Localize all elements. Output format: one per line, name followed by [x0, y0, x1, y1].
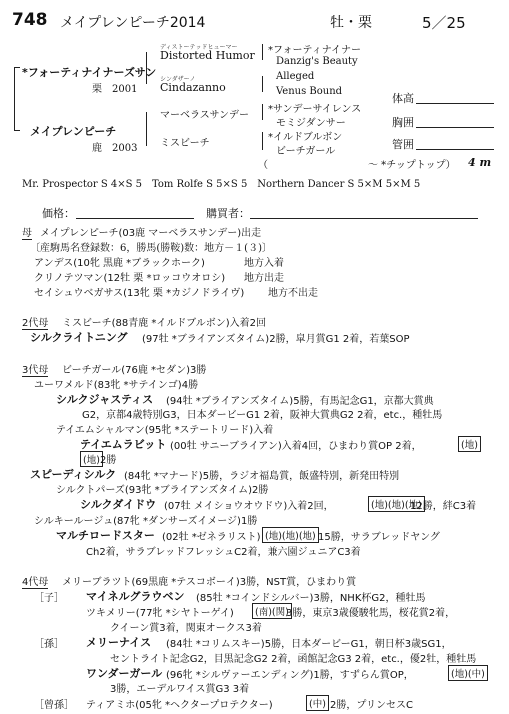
third-dam-row: G2，京都4歳特別G3，日本ダービーG1 2着，阪神大賞典G2 2着，etc.，種牡馬	[82, 410, 443, 421]
pedigree-line	[14, 67, 15, 131]
region-box: (地)(地)(地)	[368, 496, 425, 512]
extra-lineage: （ 〜 *チップトップ）	[258, 160, 456, 171]
fourth-dam-great-grandchild-tag: ［曾孫］	[34, 700, 74, 711]
ggp-7: *イルドブルボン	[268, 132, 343, 143]
pedigree-line	[14, 130, 20, 131]
third-dam-row: 12勝，絆C3着	[410, 501, 477, 512]
second-dam-line: ミスビーチ(88青鹿 *イルドブルボン)入着2回	[62, 318, 266, 329]
fourth-dam-row: 2勝，プリンセスC	[330, 700, 413, 711]
region-box: (地)	[80, 451, 103, 467]
pedigree-line	[262, 76, 263, 92]
cannon-label: 管囲	[392, 138, 414, 151]
pedigree-line	[14, 67, 20, 68]
fourth-dam-row: (85牡 *コインドシルバー)3勝，NHK杯G2，種牡馬	[196, 593, 426, 604]
dam-offspring-3-note: 地方不出走	[268, 288, 318, 299]
region-box: (中)	[306, 695, 329, 711]
height-label: 体高	[392, 92, 414, 105]
sire-sire-kana: ディストーテッドヒューマー	[160, 44, 238, 51]
pedigree-line	[262, 104, 263, 120]
third-dam-row: マルチロードスター	[56, 529, 155, 542]
buyer-label: 購買者：	[206, 207, 250, 220]
inbreeding: Mr. Prospector S 4×S 5 Tom Rolfe S 5×S 5 Northern Dancer S 5×M 5×M 5	[22, 179, 421, 190]
pedigree-line	[262, 132, 263, 150]
dam-offspring-1-note: 地方入着	[244, 258, 284, 269]
ggp-6: モミジダンサー	[276, 118, 346, 129]
fourth-dam-child-tag: ［子］	[34, 593, 64, 604]
third-dam-row: (84牝 *マナード)5勝，ラジオ福島賞，飯盛特別，新発田特別	[124, 471, 400, 482]
ggp-2: Danzig's Beauty	[276, 56, 358, 67]
dam-section-tag: 母	[22, 224, 32, 240]
second-dam-tag: 2代母	[22, 314, 48, 330]
dam-offspring-2: クリノテツマン(12牡 栗 *ロッコウオロシ)	[34, 273, 226, 284]
sire-sire-name: Distorted Humor	[160, 49, 255, 62]
region-box: (地)(地)(地)	[262, 527, 319, 543]
third-dam-row: ユーワメルド(83牝 *サテインゴ)4勝	[34, 380, 199, 391]
third-dam-row: シルキールージュ(87牝 *ダンサーズイメージ)1勝	[34, 516, 258, 527]
fourth-dam-row: メリーナイス	[86, 636, 152, 649]
third-dam-row: シルクダイドウ	[80, 498, 157, 511]
dam-offspring-3: セイシュウベガサス(13牝 栗 *カジノドライヴ)	[34, 288, 245, 299]
third-dam-row: シルクトパーズ(93牝 *ブライアンズタイム)2勝	[56, 485, 269, 496]
sex-color: 牡・栗	[330, 15, 372, 31]
fourth-dam-line: メリーブラツト(69黒鹿 *テスコボーイ)3勝，NST賞，ひまわり賞	[62, 577, 357, 588]
cannon-line	[416, 149, 494, 150]
third-dam-tag: 3代母	[22, 361, 48, 377]
third-dam-row: (02牡 *ゼネラリスト)	[162, 532, 261, 543]
fourth-dam-row: ツキメリー(77牝 *シヤトーゲイ)	[86, 608, 234, 619]
third-dam-row: シルクジャスティス	[56, 393, 154, 406]
fourth-dam-row: クイーン賞3着，関東オークス3着	[110, 623, 262, 634]
ggp-3: Alleged	[276, 71, 315, 82]
fourth-dam-tag: 4代母	[22, 573, 48, 589]
ggp-8: ビーチガール	[276, 146, 336, 157]
buyer-line	[250, 218, 478, 219]
sire-dam-kana: シンダザーノ	[160, 76, 196, 83]
ggp-5: *サンデーサイレンス	[268, 104, 362, 115]
dam-line: メイプレンピーチ(03鹿 マーベラスサンデー)出走	[40, 228, 262, 239]
region-box: (南)(関)	[252, 603, 292, 619]
ggp-1: *フォーティナイナー	[268, 45, 361, 56]
dam-registered: 〔産駒馬名登録数：6，勝馬(勝鞍)数：地方－１(３)〕	[30, 243, 272, 254]
fourth-dam-row: 3勝，エーデルワイス賞G3 3着	[110, 684, 250, 695]
region-box: (地)(中)	[448, 665, 488, 681]
height-line	[416, 103, 494, 104]
second-dam-child-info: (97牡 *ブライアンズタイム)2勝，皐月賞G1 2着，若葉SOP	[142, 334, 410, 345]
pedigree-line	[262, 44, 263, 60]
third-dam-row: (07牡 メイショウオウドウ)入着2回，	[164, 501, 334, 512]
horse-name: メイプレンピーチ2014	[60, 15, 206, 31]
price-line	[76, 218, 194, 219]
sire-color-year: 栗 2001	[92, 84, 138, 95]
third-dam-row: テイエムラビット	[80, 438, 167, 451]
fourth-dam-row: ティアミホ(05牝 *ヘクタープロテクター)	[86, 700, 273, 711]
fourth-dam-row: マイネルグラウベン	[86, 590, 185, 603]
fourth-dam-grandchild-tag: ［孫］	[34, 639, 64, 650]
fourth-dam-row: セントライト記念G2，目黒記念G2 2着，函館記念G3 2着，etc.，優2牡，種牡馬	[110, 654, 477, 665]
birth-date: 5／25	[422, 14, 466, 32]
dam-color-year: 鹿 2003	[92, 143, 138, 154]
sire-name: *フォーティナイナーズサン	[22, 66, 157, 79]
fourth-dam-row: 3勝，東京3歳優駿牝馬，桜花賞2着，	[286, 608, 456, 619]
ggp-4: Venus Bound	[276, 86, 343, 97]
third-dam-row: (00牡 サニーブライアン)入着4回，ひまわり賞OP 2着，	[170, 441, 422, 452]
third-dam-row: Ch2着，サラブレッドフレッシュC2着，兼六園ジュニアC3着	[86, 547, 361, 558]
dam-name: メイプレンピーチ	[30, 125, 117, 138]
fourth-dam-row: (84牡 *コリムスキー)5勝，日本ダービーG1，朝日杯3歳SG1，	[166, 639, 452, 650]
price-label: 価格：	[42, 207, 75, 220]
dam-offspring-2-note: 地方出走	[244, 273, 284, 284]
lot-number: 748	[12, 10, 48, 30]
sire-dam-name: Cindazanno	[160, 81, 226, 94]
third-dam-row: 2勝	[100, 455, 117, 466]
third-dam-row: スピーディシルク	[30, 468, 117, 481]
extra-gen: 4 m	[468, 156, 492, 169]
chest-label: 胸囲	[392, 116, 414, 129]
chest-line	[416, 127, 494, 128]
third-dam-row: テイエムシャルマン(95牝 *ステートリード)入着	[56, 425, 274, 436]
dam-offspring-1: アンデス(10牝 黒鹿 *ブラックホーク)	[34, 258, 205, 269]
dam-sire-name: マーベラスサンデー	[160, 110, 249, 121]
second-dam-child-name: シルクライトニング	[30, 331, 128, 344]
third-dam-row: 15勝，サラブレッドヤング	[318, 532, 440, 543]
pedigree-line	[146, 112, 147, 146]
region-box: (地)	[458, 436, 481, 452]
fourth-dam-row: ワンダーガール	[86, 667, 163, 680]
third-dam-row: (94牡 *ブライアンズタイム)5勝，有馬記念G1，京都大賞典	[166, 396, 434, 407]
fourth-dam-row: (96牝 *シルヴァーエンディング)1勝，すずらん賞OP，	[166, 670, 414, 681]
third-dam-line: ビーチガール(76鹿 *セダン)3勝	[62, 365, 207, 376]
dam-dam-name: ミスビーチ	[160, 138, 210, 149]
